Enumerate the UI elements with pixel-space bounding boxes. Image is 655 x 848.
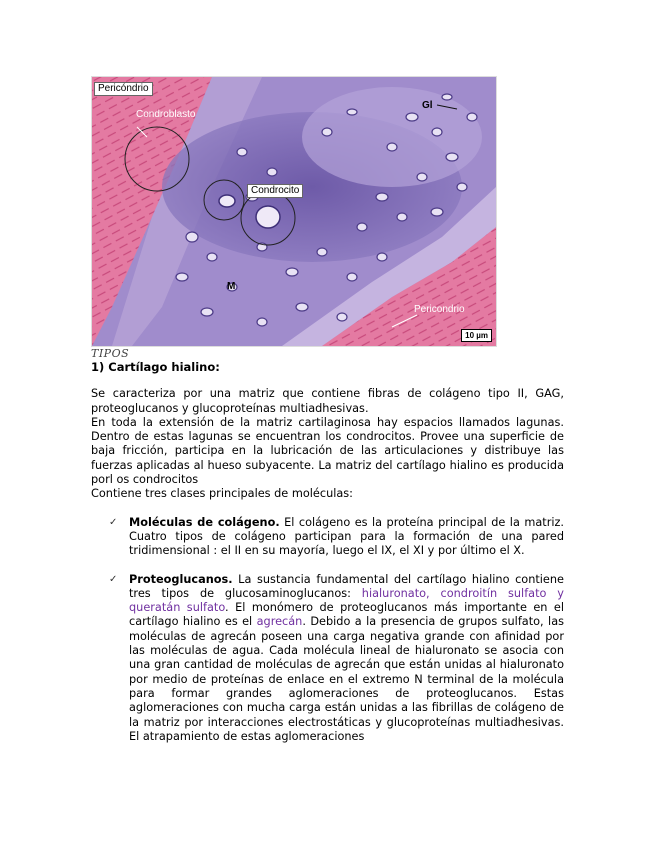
molecule-list xyxy=(91,516,564,744)
list-item-proteoglucanos xyxy=(91,573,564,745)
label-condrocito: Condrocito xyxy=(247,184,303,198)
figure-caption: TIPOS xyxy=(91,347,130,360)
paragraph-lagunas: En toda la extensión de la matriz cartilaginosa hay espacios llamados lagunas. Dentro de estas lagunas se encuentran los condrocitos. Provee una superficie de baja fricción, participa en la lubricación de las articulaciones y distribuye las fuerzas aplicadas al hueso subyacente. La matriz del cartílago hialino es producida porl os condrocitos xyxy=(91,415,564,487)
section-heading: 1) Cartílago hialino: xyxy=(91,360,220,374)
checkmark-icon: ✓ xyxy=(109,516,118,528)
text-colageno: El colágeno es la proteína principal de la matriz. Cuatro tipos de colágeno participan para la formación de una pared tridimensional : el II en su mayoría, luego el IX, el XI y por último el X. xyxy=(129,515,564,558)
label-pericondrio-top: Pericóndrio xyxy=(94,82,153,96)
paragraph-moleculas: Contiene tres clases principales de moléculas: xyxy=(91,487,353,501)
label-matrix-m: M xyxy=(227,281,236,292)
histology-micrograph xyxy=(91,76,497,347)
label-gi: Gl xyxy=(422,100,433,111)
link-agrecan[interactable]: agrecán xyxy=(256,615,303,629)
term-colageno: Moléculas de colágeno. xyxy=(129,515,280,529)
text-proteoglucanos-b: . El monómero de proteoglucanos más importante en el cartílago hialino es el xyxy=(129,601,564,629)
text-proteoglucanos-a: La sustancia fundamental del cartílago hialino contiene tres tipos de glucosaminoglucanos: xyxy=(129,572,564,600)
list-item-colageno xyxy=(91,516,564,559)
document-body xyxy=(91,360,564,744)
paragraph-intro: Se caracteriza por una matriz que contiene fibras de colágeno tipo II, GAG, proteoglucanos y glucoproteínas multiadhesivas. xyxy=(91,387,564,415)
label-pericondrio-bottom: Pericondrio xyxy=(414,304,465,315)
label-condroblasto: Condroblasto xyxy=(136,109,196,120)
term-proteoglucanos: Proteoglucanos. xyxy=(129,572,233,586)
scale-bar: 10 µm xyxy=(461,329,492,342)
text-proteoglucanos-c: . Debido a la presencia de grupos sulfato, las moléculas de agrecán poseen una carga negativa grande con afinidad por las moléculas de agua. Cada molécula lineal de hialuronato se asocia con una gran cantidad de moléculas de agrecán que están unidas al hialuronato por medio de proteínas de enlace en el extremo N terminal de la molécula para formar grandes aglomeraciones de proteoglucanos. Estas aglomeraciones con mucha carga están unidas a las fibrillas de colágeno de la matriz por interacciones electrostáticas y glucoproteínas multiadhesivas. El atrapamiento de estas aglomeraciones xyxy=(129,615,564,743)
link-gag-types[interactable]: hialuronato, condroitín sulfato y queratán sulfato xyxy=(129,586,564,615)
checkmark-icon: ✓ xyxy=(109,573,118,585)
